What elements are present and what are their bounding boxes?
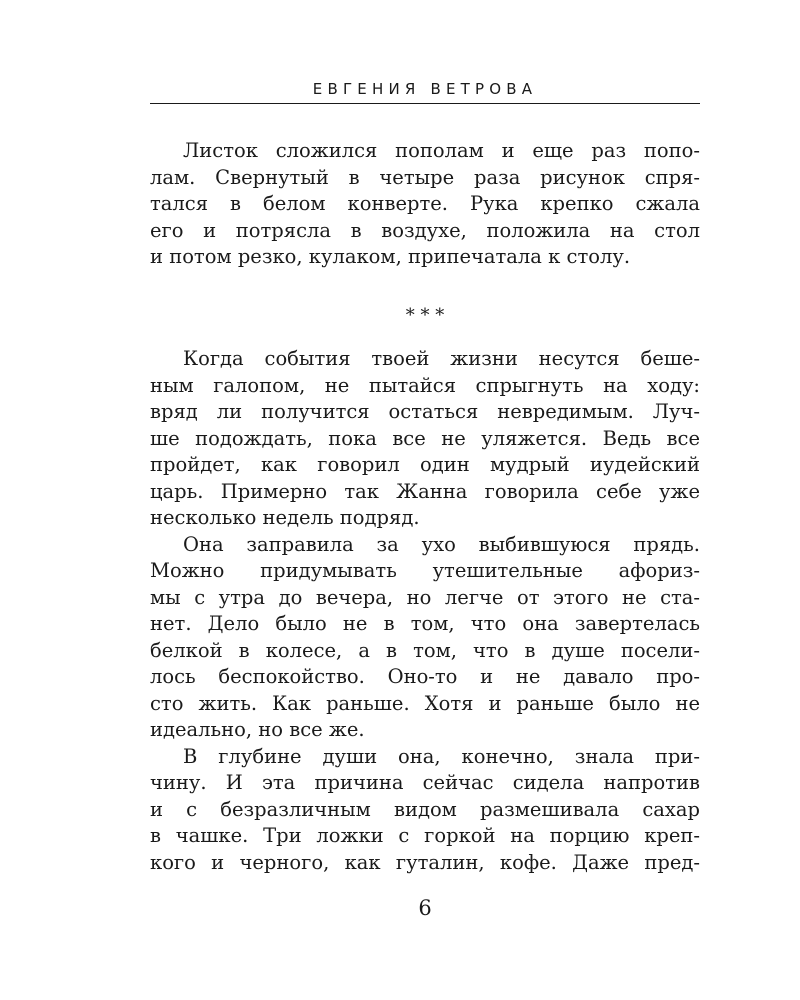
text-line: белкой в колесе, а в том, что в душе посели- (150, 638, 700, 662)
text-line: сто жить. Как раньше. Хотя и раньше было не (150, 691, 700, 715)
text-line: кого и черного, как гуталин, кофе. Даже пред- (150, 850, 700, 874)
paragraph-block-1 (150, 138, 700, 271)
section-separator: * * * (405, 305, 445, 326)
text-line: в чашке. Три ложки с горкой на порцию креп- (150, 824, 700, 847)
header-rule (150, 103, 700, 104)
text-line: чину. И эта причина сейчас сидела напротив (150, 771, 700, 794)
text-line: Она заправила за ухо выбившуюся прядь. (183, 532, 700, 556)
text-line: лам. Свернутый в четыре раза рисунок спря- (150, 165, 700, 189)
text-line: ным галопом, не пытайся спрыгнуть на ходу: (150, 373, 700, 397)
text-line: ше подождать, пока все не уляжется. Ведь все (150, 426, 700, 450)
text-line: нет. Дело было не в том, что она завертелась (150, 612, 700, 635)
text-line: В глубине души она, конечно, знала при- (183, 744, 700, 768)
running-head: ЕВГЕНИЯ ВЕТРОВА (312, 80, 538, 98)
text-line: царь. Примерно так Жанна говорила себе уже (150, 479, 700, 503)
text-line: тался в белом конверте. Рука крепко сжала (150, 192, 700, 215)
text-line: лось беспокойство. Оно-то и не давало про- (150, 665, 700, 688)
page-number: 6 (418, 896, 432, 920)
paragraph-block-2 (150, 346, 700, 876)
text-line: и потом резко, кулаком, припечатала к столу. (150, 245, 631, 268)
text-line: несколько недель подряд. (150, 506, 420, 529)
text-line: его и потрясла в воздухе, положила на стол (150, 218, 700, 242)
text-line: пройдет, как говорил один мудрый иудейский (150, 453, 700, 476)
text-line: и с безразличным видом размешивала сахар (150, 797, 700, 821)
text-line: Когда события твоей жизни несутся беше- (183, 347, 700, 370)
text-line: Можно придумывать утешительные афориз- (150, 559, 700, 582)
book-page (150, 0, 700, 1000)
text-line: Листок сложился пополам и еще раз попо- (183, 139, 700, 162)
text-line: идеально, но все же. (150, 718, 365, 741)
text-line: вряд ли получится остаться невредимым. Луч- (150, 400, 700, 423)
text-line: мы с утра до вечера, но легче от этого не ста- (150, 585, 700, 609)
